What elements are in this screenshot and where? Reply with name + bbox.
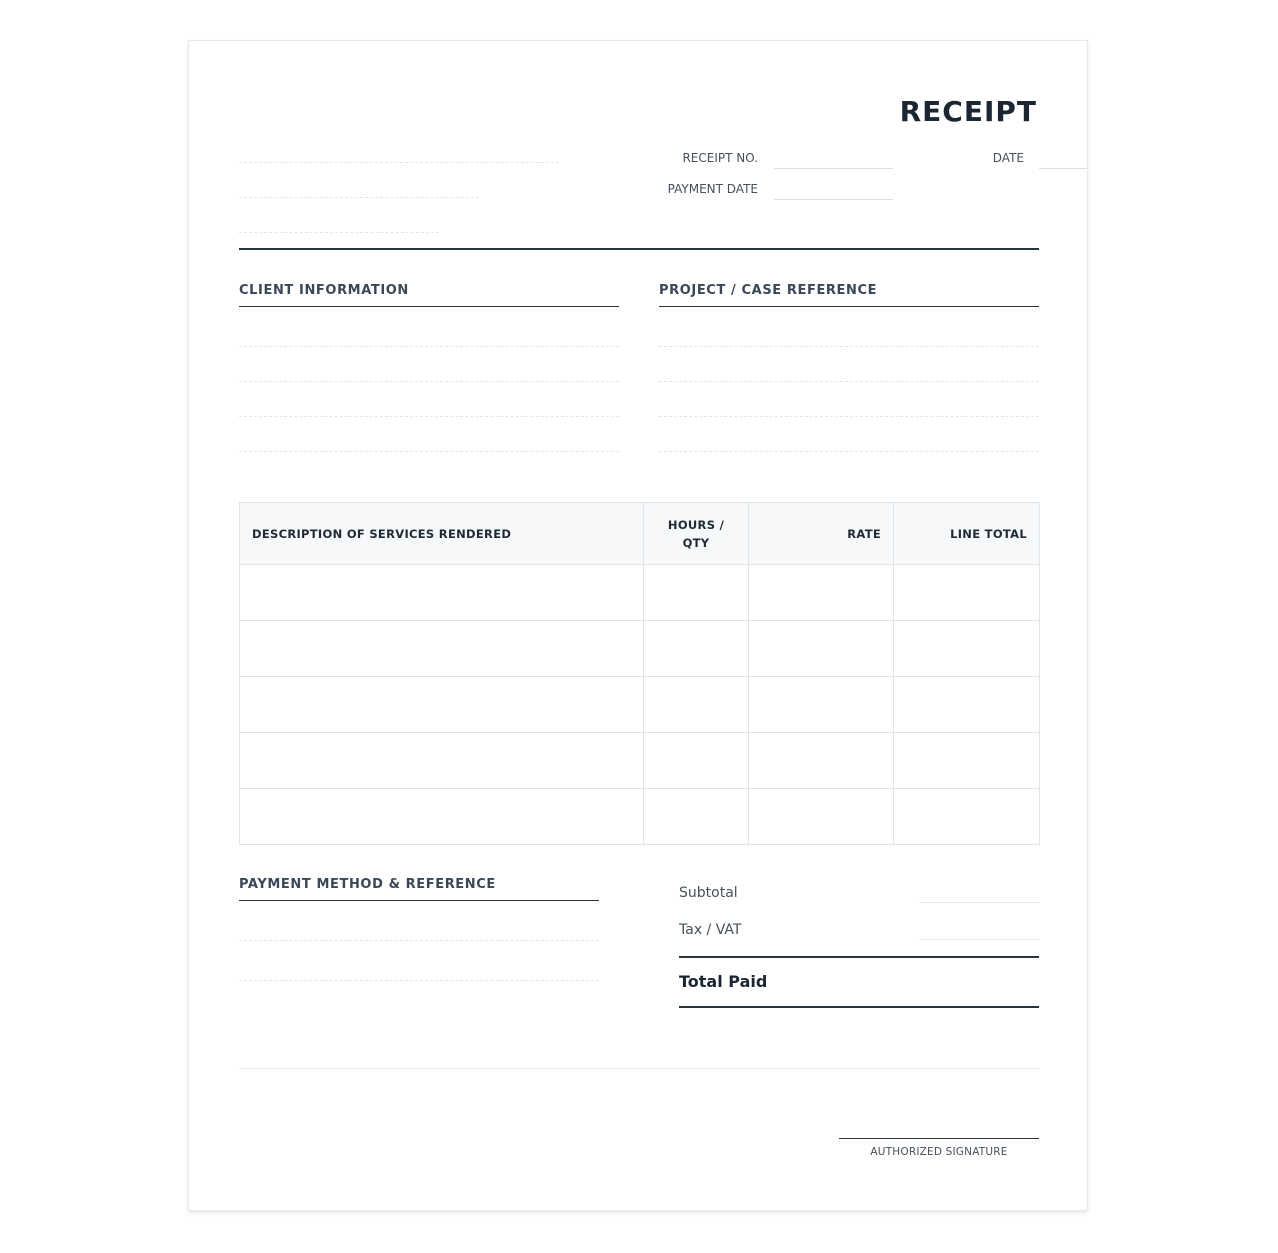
line-total-cell[interactable] bbox=[894, 565, 1040, 621]
client-line[interactable] bbox=[239, 381, 619, 382]
client-line[interactable] bbox=[239, 451, 619, 452]
receipt-title: RECEIPT bbox=[899, 95, 1037, 128]
table-row bbox=[240, 733, 1040, 789]
project-line[interactable] bbox=[659, 451, 1039, 452]
rate-cell[interactable] bbox=[749, 677, 894, 733]
receipt-page bbox=[188, 40, 1088, 1211]
client-line[interactable] bbox=[239, 416, 619, 417]
rate-cell[interactable] bbox=[749, 733, 894, 789]
project-line[interactable] bbox=[659, 381, 1039, 382]
hours-qty-cell[interactable] bbox=[644, 789, 749, 845]
client-line[interactable] bbox=[239, 346, 619, 347]
line-total-cell[interactable] bbox=[894, 677, 1040, 733]
tax-label: Tax / VAT bbox=[679, 922, 742, 938]
client-information-heading: CLIENT INFORMATION bbox=[239, 283, 409, 298]
footer-divider bbox=[239, 1068, 1039, 1069]
column-hours-qty-label: HOURS / QTY bbox=[667, 517, 725, 550]
payment-date-field[interactable] bbox=[774, 199, 893, 200]
header-divider bbox=[239, 248, 1039, 250]
column-description: DESCRIPTION OF SERVICES RENDERED bbox=[240, 503, 644, 565]
table-row bbox=[240, 789, 1040, 845]
company-contact-line bbox=[239, 232, 439, 233]
services-table bbox=[239, 502, 1040, 845]
company-address-line bbox=[239, 197, 479, 198]
rate-cell[interactable] bbox=[749, 565, 894, 621]
total-paid-label: Total Paid bbox=[679, 972, 768, 991]
date-field[interactable] bbox=[1039, 168, 1087, 169]
description-cell[interactable] bbox=[240, 565, 644, 621]
payment-date-label: PAYMENT DATE bbox=[667, 182, 758, 196]
hours-qty-cell[interactable] bbox=[644, 733, 749, 789]
table-header-row bbox=[240, 503, 1040, 565]
table-row bbox=[240, 565, 1040, 621]
line-total-cell[interactable] bbox=[894, 733, 1040, 789]
column-line-total: LINE TOTAL bbox=[894, 503, 1040, 565]
payment-method-line[interactable] bbox=[239, 940, 599, 941]
description-cell[interactable] bbox=[240, 677, 644, 733]
subtotal-label: Subtotal bbox=[679, 885, 738, 901]
total-bottom-rule bbox=[679, 1006, 1039, 1008]
hours-qty-cell[interactable] bbox=[644, 677, 749, 733]
table-row bbox=[240, 621, 1040, 677]
description-cell[interactable] bbox=[240, 789, 644, 845]
table-row bbox=[240, 677, 1040, 733]
project-line[interactable] bbox=[659, 346, 1039, 347]
rate-cell[interactable] bbox=[749, 621, 894, 677]
company-name-line bbox=[239, 162, 559, 163]
project-reference-underline bbox=[659, 306, 1039, 307]
receipt-no-label: RECEIPT NO. bbox=[682, 151, 758, 165]
total-top-rule bbox=[679, 956, 1039, 958]
payment-method-line[interactable] bbox=[239, 980, 599, 981]
subtotal-field[interactable] bbox=[919, 902, 1039, 903]
payment-method-heading: PAYMENT METHOD & REFERENCE bbox=[239, 877, 496, 892]
client-information-underline bbox=[239, 306, 619, 307]
column-hours-qty bbox=[644, 503, 749, 565]
receipt-no-field[interactable] bbox=[774, 168, 893, 169]
column-rate: RATE bbox=[749, 503, 894, 565]
line-total-cell[interactable] bbox=[894, 789, 1040, 845]
line-total-cell[interactable] bbox=[894, 621, 1040, 677]
description-cell[interactable] bbox=[240, 733, 644, 789]
rate-cell[interactable] bbox=[749, 789, 894, 845]
authorized-signature-label: AUTHORIZED SIGNATURE bbox=[870, 1146, 1008, 1158]
date-label: DATE bbox=[992, 151, 1024, 165]
description-cell[interactable] bbox=[240, 621, 644, 677]
project-line[interactable] bbox=[659, 416, 1039, 417]
hours-qty-cell[interactable] bbox=[644, 621, 749, 677]
project-reference-heading: PROJECT / CASE REFERENCE bbox=[659, 283, 878, 298]
hours-qty-cell[interactable] bbox=[644, 565, 749, 621]
tax-field[interactable] bbox=[919, 939, 1039, 940]
payment-method-underline bbox=[239, 900, 599, 901]
signature-line[interactable] bbox=[839, 1138, 1039, 1139]
